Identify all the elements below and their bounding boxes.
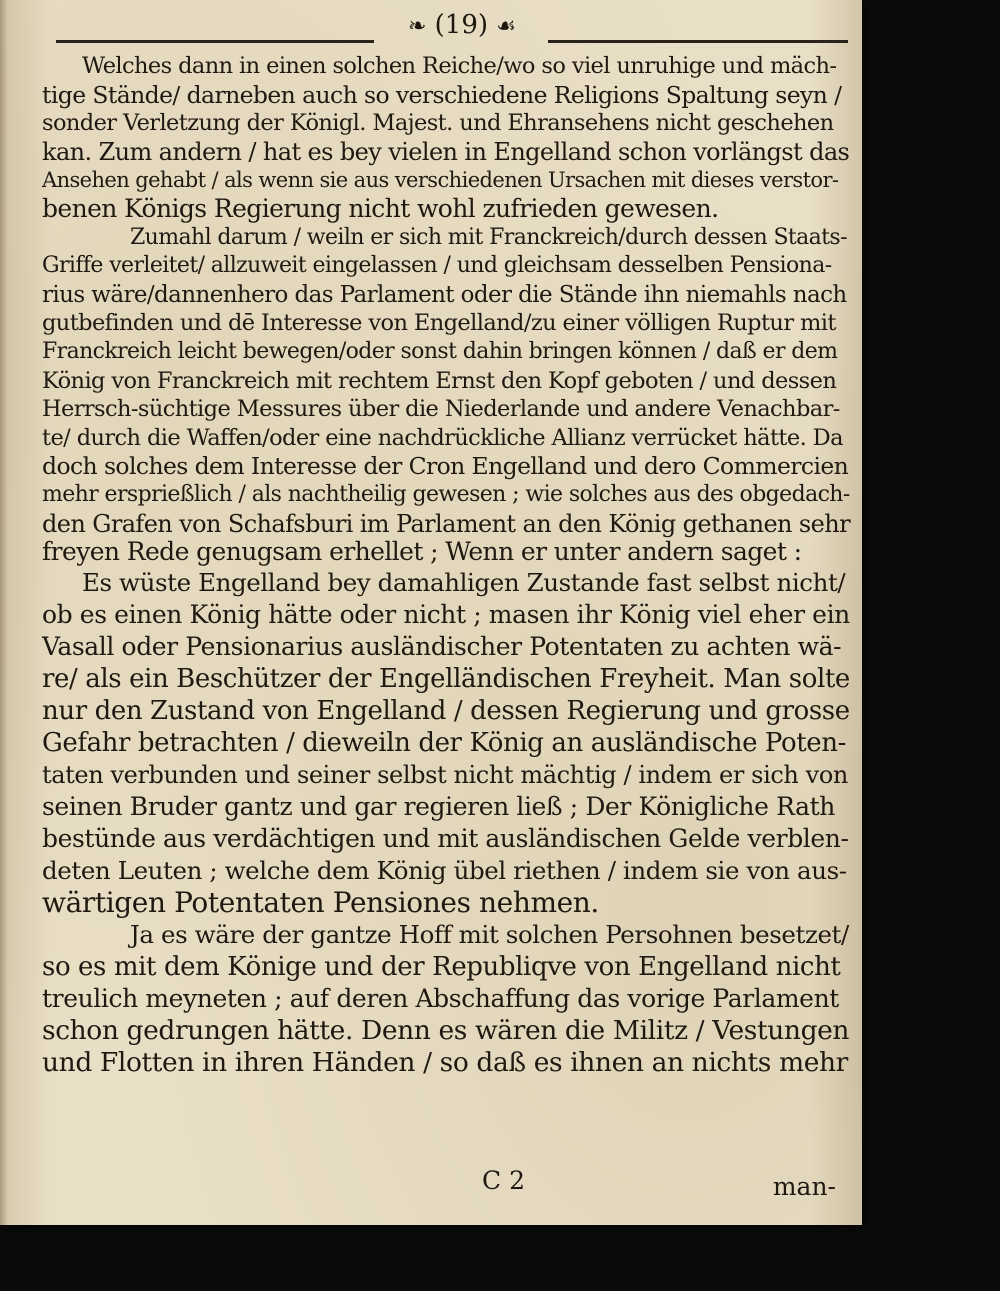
text-line: kan. Zum andern / hat es bey vielen in Engelland schon vorlängst das — [42, 137, 850, 166]
text-line: wärtigen Potentaten Pensiones nehmen. — [42, 885, 599, 919]
page-edge-shadow — [0, 0, 8, 1225]
text-line: benen Königs Regierung nicht wohl zufrieden gewesen. — [42, 193, 719, 223]
text-line: seinen Bruder gantz und gar regieren ließ ; Der Königliche Rath — [42, 791, 835, 821]
body-text — [42, 52, 850, 1079]
page-header — [380, 10, 544, 42]
ornament-right-icon: ☙ — [496, 14, 517, 39]
text-line: doch solches dem Interesse der Cron Engelland und dero Commercien — [42, 452, 849, 481]
page-number: (19) — [434, 10, 489, 40]
text-line: ob es einen König hätte oder nicht ; masen ihr König viel eher ein — [42, 599, 850, 629]
text-line: deten Leuten ; welche dem König übel riethen / indem sie von aus- — [42, 855, 847, 885]
text-line: nur den Zustand von Engelland / dessen Regierung und grosse — [42, 695, 850, 726]
text-line: mehr ersprießlich / als nachtheilig gewesen ; wie solches aus des obgedach- — [42, 481, 850, 507]
page-footer — [42, 1166, 850, 1201]
text-line: freyen Rede genugsam erhellet ; Wenn er unter andern saget : — [42, 537, 802, 567]
text-line: schon gedrungen hätte. Denn es wären die Militz / Vestungen — [42, 1014, 850, 1046]
text-line: den Grafen von Schafsburi im Parlament an den König gethanen sehr — [42, 509, 850, 538]
text-line: sonder Verletzung der Königl. Majest. und Ehransehens nicht geschehen — [42, 110, 834, 137]
text-line: Ja es wäre der gantze Hoff mit solchen Persohnen besetzet/ — [130, 919, 849, 949]
text-line: Ansehen gehabt / als wenn sie aus verschiedenen Ursachen mit dieses verstor- — [42, 168, 839, 193]
text-line: bestünde aus verdächtigen und mit ausländischen Gelde verblen- — [42, 823, 849, 853]
text-line: Welches dann in einen solchen Reiche/wo so viel unruhige und mäch- — [82, 53, 837, 79]
text-line: te/ durch die Waffen/oder eine nachdrückliche Allianz verrücket hätte. Da — [42, 424, 843, 451]
text-line: treulich meyneten ; auf deren Abschaffung das vorige Parlament — [42, 983, 839, 1013]
text-line: Herrsch-süchtige Messures über die Niederlande und andere Venachbar- — [42, 396, 840, 423]
text-line: Zumahl darum / weiln er sich mit Franckreich/durch dessen Staats- — [130, 224, 847, 250]
text-line: taten verbunden und seiner selbst nicht mächtig / indem er sich von — [42, 760, 848, 789]
text-line: so es mit dem Könige und der Republiqve von Engelland nicht — [42, 951, 841, 982]
text-line: tige Stände/ darneben auch so verschiedene Religions Spaltung seyn / — [42, 80, 842, 109]
text-line: Gefahr betrachten / dieweiln der König an ausländische Poten- — [42, 727, 846, 758]
text-line: Es wüste Engelland bey damahligen Zustande fast selbst nicht/ — [82, 567, 846, 597]
header-rule-left — [56, 40, 374, 43]
catchword: man- — [772, 1172, 836, 1201]
header-rule-right — [548, 40, 848, 43]
text-line: gutbefinden und dē Interesse von Engelland/zu einer völligen Ruptur mit — [42, 310, 836, 337]
text-line: König von Franckreich mit rechtem Ernst den Kopf geboten / und dessen — [42, 367, 837, 394]
text-line: Vasall oder Pensionarius ausländischer Potentaten zu achten wä- — [42, 631, 842, 661]
text-line: Franckreich leicht bewegen/oder sonst dahin bringen können / daß er dem — [42, 338, 838, 364]
text-line: und Flotten in ihren Händen / so daß es ihnen an nichts mehr — [42, 1046, 848, 1078]
signature-mark: C 2 — [482, 1166, 525, 1195]
ornament-left-icon: ❧ — [407, 14, 427, 39]
text-line: re/ als ein Beschützer der Engelländischen Freyheit. Man solte — [42, 663, 850, 694]
text-line: rius wäre/dannenhero das Parlament oder die Stände ihn niemahls nach — [42, 281, 847, 308]
text-line: Griffe verleitet/ allzuweit eingelassen / und gleichsam desselben Pensiona- — [42, 253, 832, 279]
